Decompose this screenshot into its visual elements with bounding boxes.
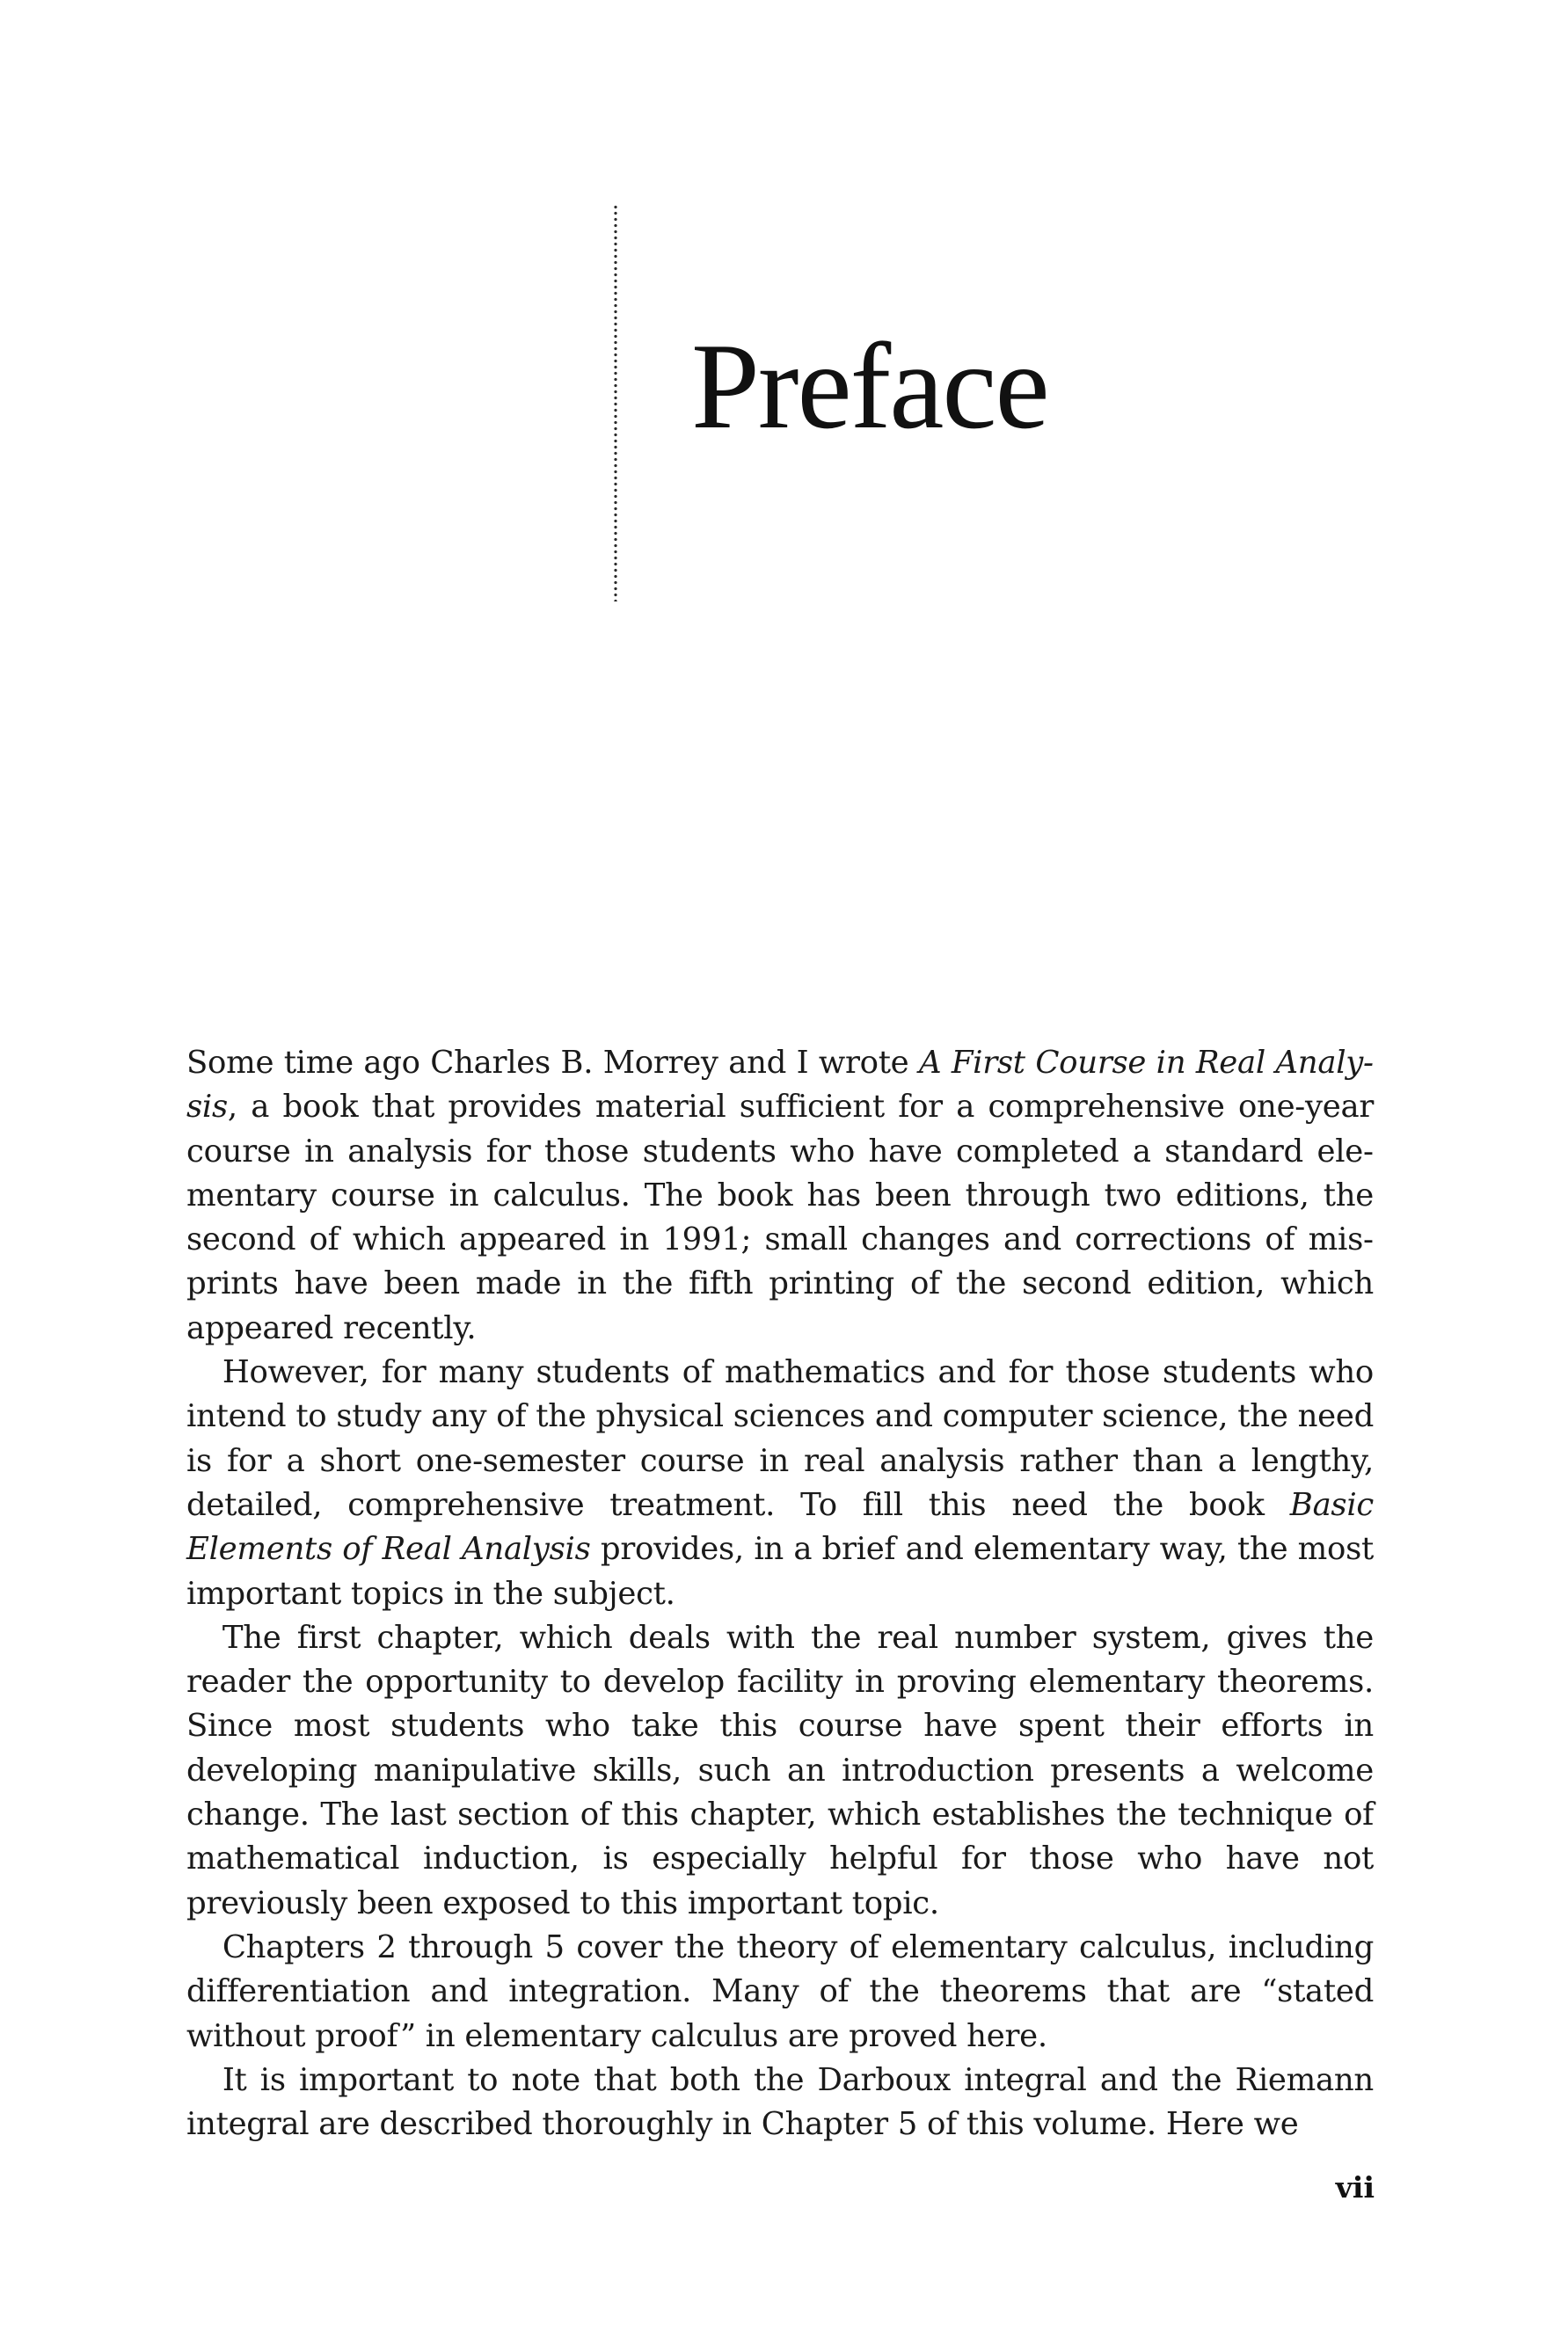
preface-body — [186, 1041, 1374, 2147]
book-title-first-course: A First Course in Real Analysis — [186, 1045, 1374, 1126]
book-title-basic-elements: Basic Elements of Real Analysis — [186, 1486, 1374, 1568]
paragraph-2-text-b: provides, in a brief and elementary way, the most important topics in the subject. — [186, 1531, 1374, 1612]
paragraph-5: It is important to note that both the Darboux integral and the Riemann integral are described thoroughly in Chapter 5 of this volume. Here we — [186, 2061, 1374, 2143]
paragraph-2 — [186, 1351, 1374, 1616]
chapter-dotted-rule — [614, 204, 617, 601]
paragraph-1-text-a: Some time ago Charles B. Morrey and I wrote — [186, 1045, 919, 1081]
paragraph-1-text-b: , a book that provides material sufficient for a comprehensive one-year course in analysis for those students who have completed a standard elementary course in calculus. The book has been through two editions, the second of which appeared in 1991; small changes and corrections of misprints have been made in the fifth printing of the second edition, which appeared recently. — [186, 1089, 1374, 1346]
paragraph-3: The first chapter, which deals with the real number system, gives the reader the opportunity to develop facility in proving elementary theorems. Since most students who take this course have spent their efforts in developing manipulative skills, such an introduction presents a welcome change. The last section of this chapter, which establishes the technique of mathematical induction, is especially helpful for those who have not previously been exposed to this important topic. — [186, 1619, 1374, 1921]
chapter-title: Preface — [691, 318, 1048, 455]
paragraph-2-text-a: However, for many students of mathematics and for those students who intend to study any of the physical sciences and computer science, the need is for a short one-semester course in real analysis rather than a lengthy, detailed, comprehensive treatment. To fill this need the book — [186, 1354, 1374, 1523]
paragraph-4: Chapters 2 through 5 cover the theory of elementary calculus, including differentiation and integration. Many of the theorems that are “stated without proof” in elementary calculus are proved here. — [186, 1928, 1374, 2054]
paragraph-1 — [186, 1041, 1374, 1351]
page-number: vii — [1335, 2170, 1375, 2205]
